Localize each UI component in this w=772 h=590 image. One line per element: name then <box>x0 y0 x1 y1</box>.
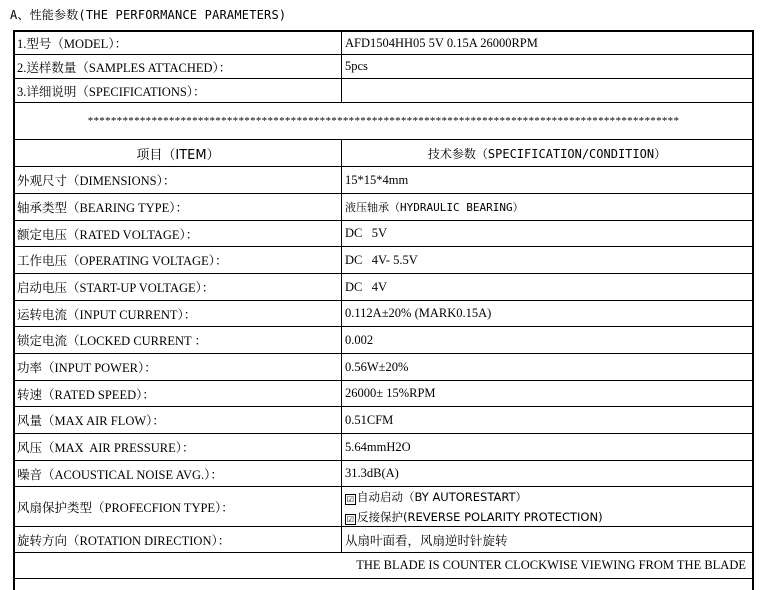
model-label: 1.型号（MODEL）： <box>15 32 342 54</box>
rotation-row <box>15 527 752 553</box>
param-row <box>15 194 752 221</box>
param-row <box>15 327 752 354</box>
noise-value: 31.3dB(A) <box>345 466 399 480</box>
samples-label: 2.送样数量（SAMPLES ATTACHED）： <box>15 55 342 78</box>
model-value: AFD1504HH05 5V 0.15A 26000RPM <box>345 35 538 50</box>
rated-speed-value: 26000± 15%RPM <box>345 386 436 400</box>
air-pressure-label: 风压（MAX AIR PRESSURE）： <box>15 434 342 460</box>
samples-row <box>15 55 752 79</box>
spec-header: 技术参数（SPECIFICATION/CONDITION） <box>427 146 667 161</box>
samples-value: 5pcs <box>345 59 368 73</box>
rotation-label: 旋转方向（ROTATION DIRECTION）： <box>15 527 342 552</box>
param-row <box>15 381 752 407</box>
specifications-row <box>15 79 752 103</box>
param-row <box>15 221 752 247</box>
air-flow-label: 风量（MAX AIR FLOW）： <box>15 407 342 433</box>
checkbox-checked-icon: ☑ <box>346 494 355 504</box>
param-row <box>15 407 752 434</box>
table-header-row <box>15 140 752 167</box>
reverse-polarity-option <box>345 509 603 525</box>
input-power-value: 0.56W±20% <box>345 359 409 374</box>
dimensions-label: 外观尺寸（DIMENSIONS）： <box>15 167 342 193</box>
specifications-value <box>342 79 752 102</box>
operating-voltage-value: DC 4V- 5.5V <box>345 252 418 267</box>
rated-speed-label: 转速（RATED SPEED）： <box>15 381 342 406</box>
air-flow-value: 0.51CFM <box>345 412 394 427</box>
param-row <box>15 434 752 461</box>
rotation-note-row <box>15 553 752 579</box>
protection-options <box>342 487 752 526</box>
param-row <box>15 274 752 301</box>
input-current-value: 0.112A±20% (MARK0.15A) <box>345 306 492 320</box>
model-row <box>15 32 752 55</box>
param-row <box>15 301 752 327</box>
rated-voltage-label: 额定电压（RATED VOLTAGE）： <box>15 221 342 246</box>
rated-voltage-value: DC 5V <box>345 226 388 240</box>
param-row <box>15 354 752 381</box>
noise-label: 噪音（ACOUSTICAL NOISE AVG.）： <box>15 461 342 486</box>
startup-voltage-label: 启动电压（START-UP VOLTAGE）： <box>15 274 342 300</box>
checkbox-checked-icon: ☑ <box>346 514 355 524</box>
reverse-polarity-label: 反接保护(REVERSE POLARITY PROTECTION) <box>357 509 603 524</box>
item-header: 项目（ITEM） <box>15 140 342 166</box>
param-row <box>15 461 752 487</box>
protection-row <box>15 487 752 527</box>
rotation-value: 从扇叶面看，风扇逆时针旋转 <box>345 533 508 548</box>
separator-row <box>15 103 752 140</box>
autorestart-option <box>345 489 527 505</box>
section-heading: A、性能参数(THE PERFORMANCE PARAMETERS) <box>10 8 287 22</box>
input-current-label: 运转电流（INPUT CURRENT）： <box>15 301 342 326</box>
performance-table <box>13 30 754 590</box>
specifications-label: 3.详细说明（SPECIFICATIONS）： <box>15 79 342 102</box>
locked-current-label: 锁定电流（LOCKED CURRENT ： <box>15 327 342 353</box>
dimensions-value: 15*15*4mm <box>345 172 409 187</box>
startup-voltage-value: DC 4V <box>345 279 388 294</box>
param-row <box>15 247 752 274</box>
operating-voltage-label: 工作电压（OPERATING VOLTAGE）： <box>15 247 342 273</box>
bearing-type-value: 液压轴承（HYDRAULIC BEARING） <box>345 201 524 214</box>
autorestart-label: 自动启动（BY AUTORESTART） <box>357 489 528 504</box>
input-power-label: 功率（INPUT POWER）： <box>15 354 342 380</box>
locked-current-value: 0.002 <box>345 332 374 347</box>
rotation-note: THE BLADE IS COUNTER CLOCKWISE VIEWING FROM THE BLADE <box>356 558 746 572</box>
air-pressure-value: 5.64mmH2O <box>345 439 411 454</box>
bearing-type-label: 轴承类型（BEARING TYPE）： <box>15 194 342 220</box>
asterisk-separator: ****************************************************************************************************** <box>87 115 680 127</box>
param-row <box>15 167 752 194</box>
protection-label: 风扇保护类型（PROFECFION TYPE）： <box>15 487 342 526</box>
